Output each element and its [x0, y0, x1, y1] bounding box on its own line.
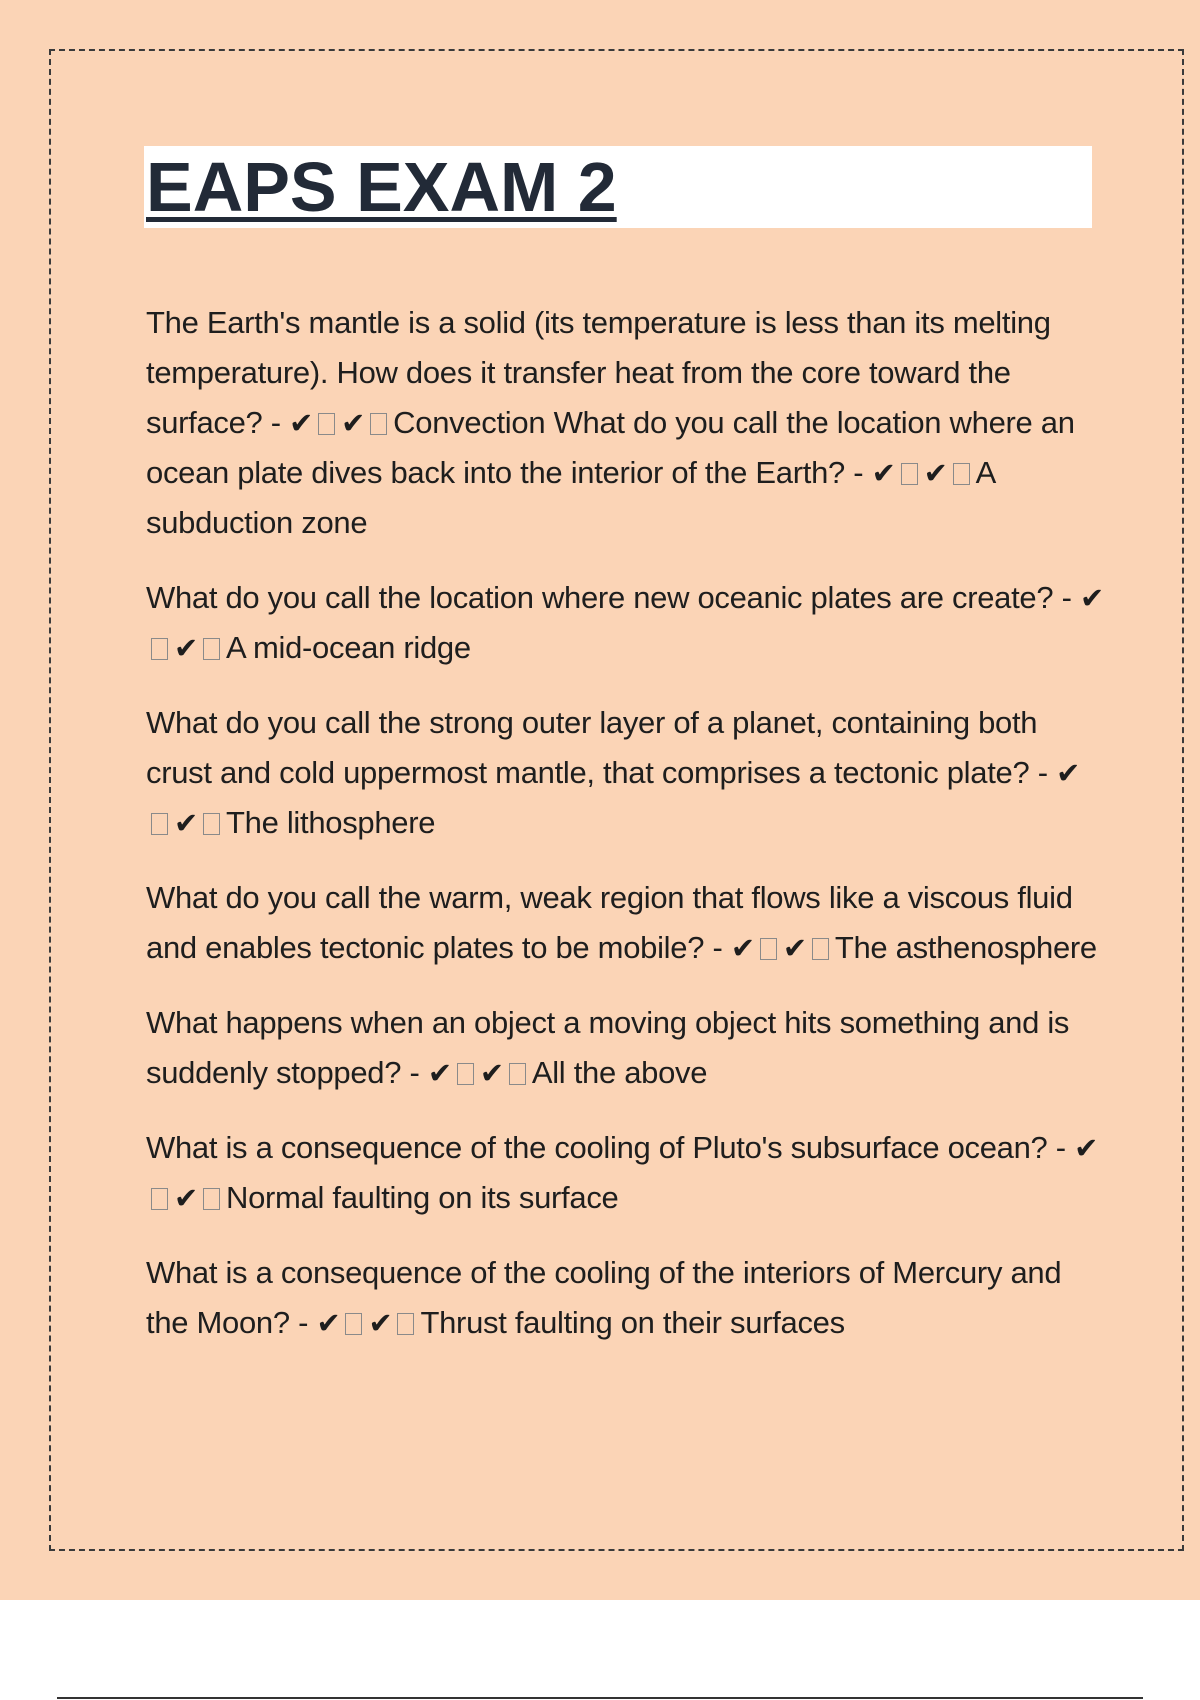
- footer-rule: [57, 1697, 1143, 1699]
- answer-text: Normal faulting on its surface: [226, 1180, 619, 1215]
- qa-paragraph: [146, 873, 1106, 973]
- empty-box-icon: [203, 638, 220, 660]
- empty-box-icon: [397, 1313, 414, 1335]
- check-icon: ✔: [341, 406, 366, 440]
- question-text: What is a consequence of the cooling of the interiors of Mercury and the Moon? -: [146, 1255, 1062, 1340]
- qa-paragraph: [146, 698, 1106, 848]
- check-icon: ✔: [174, 631, 198, 665]
- answer-text: The asthenosphere: [834, 930, 1097, 965]
- empty-box-icon: [457, 1063, 474, 1085]
- qa-paragraph: [146, 573, 1106, 673]
- check-icon: ✔: [730, 931, 755, 965]
- question-text: What is a consequence of the cooling of Pluto's subsurface ocean? -: [146, 1130, 1066, 1165]
- check-icon: ✔: [316, 1306, 341, 1340]
- empty-box-icon: [151, 1188, 168, 1210]
- title-banner: [144, 146, 1092, 228]
- check-icon: ✔: [427, 1056, 452, 1090]
- answer-text: The lithosphere: [226, 805, 436, 840]
- question-text: What do you call the location where an ocean plate dives back into the interior of the Earth? -: [146, 405, 1075, 490]
- qa-paragraph: [146, 298, 1106, 548]
- empty-box-icon: [953, 463, 970, 485]
- answer-text: Convection: [393, 405, 546, 440]
- check-icon: ✔: [923, 456, 948, 490]
- qa-paragraph: [146, 1123, 1106, 1223]
- question-text: The Earth's mantle is a solid (its temperature is less than its melting temperature). How does it transfer heat from the core toward the surface? -: [146, 305, 1051, 440]
- empty-box-icon: [151, 813, 168, 835]
- empty-box-icon: [370, 413, 387, 435]
- check-icon: ✔: [368, 1306, 393, 1340]
- answer-text: A mid-ocean ridge: [226, 630, 471, 665]
- empty-box-icon: [760, 938, 777, 960]
- qa-content: [146, 298, 1106, 1373]
- empty-box-icon: [509, 1063, 526, 1085]
- question-text: What do you call the strong outer layer of a planet, containing both crust and cold uppermost mantle, that comprises a tectonic plate? -: [146, 705, 1048, 790]
- empty-box-icon: [901, 463, 918, 485]
- empty-box-icon: [151, 638, 168, 660]
- empty-box-icon: [812, 938, 829, 960]
- check-icon: ✔: [1079, 581, 1104, 615]
- question-text: What happens when an object a moving object hits something and is suddenly stopped? -: [146, 1005, 1070, 1090]
- answer-text: All the above: [531, 1055, 708, 1090]
- check-icon: ✔: [1056, 756, 1081, 790]
- page-title: EAPS EXAM 2: [146, 148, 617, 226]
- question-text: What do you call the warm, weak region that flows like a viscous fluid and enables tectonic plates to be mobile? -: [146, 880, 1073, 965]
- check-icon: ✔: [174, 806, 198, 840]
- check-icon: ✔: [174, 1181, 198, 1215]
- check-icon: ✔: [289, 406, 314, 440]
- empty-box-icon: [203, 1188, 220, 1210]
- check-icon: ✔: [479, 1056, 504, 1090]
- question-text: What do you call the location where new oceanic plates are create? -: [146, 580, 1072, 615]
- check-icon: ✔: [782, 931, 807, 965]
- empty-box-icon: [318, 413, 335, 435]
- answer-text: A subduction zone: [146, 455, 995, 540]
- qa-paragraph: [146, 1248, 1106, 1348]
- check-icon: ✔: [871, 456, 896, 490]
- check-icon: ✔: [1074, 1131, 1099, 1165]
- empty-box-icon: [345, 1313, 362, 1335]
- empty-box-icon: [203, 813, 220, 835]
- answer-text: Thrust faulting on their surfaces: [420, 1305, 845, 1340]
- qa-paragraph: [146, 998, 1106, 1098]
